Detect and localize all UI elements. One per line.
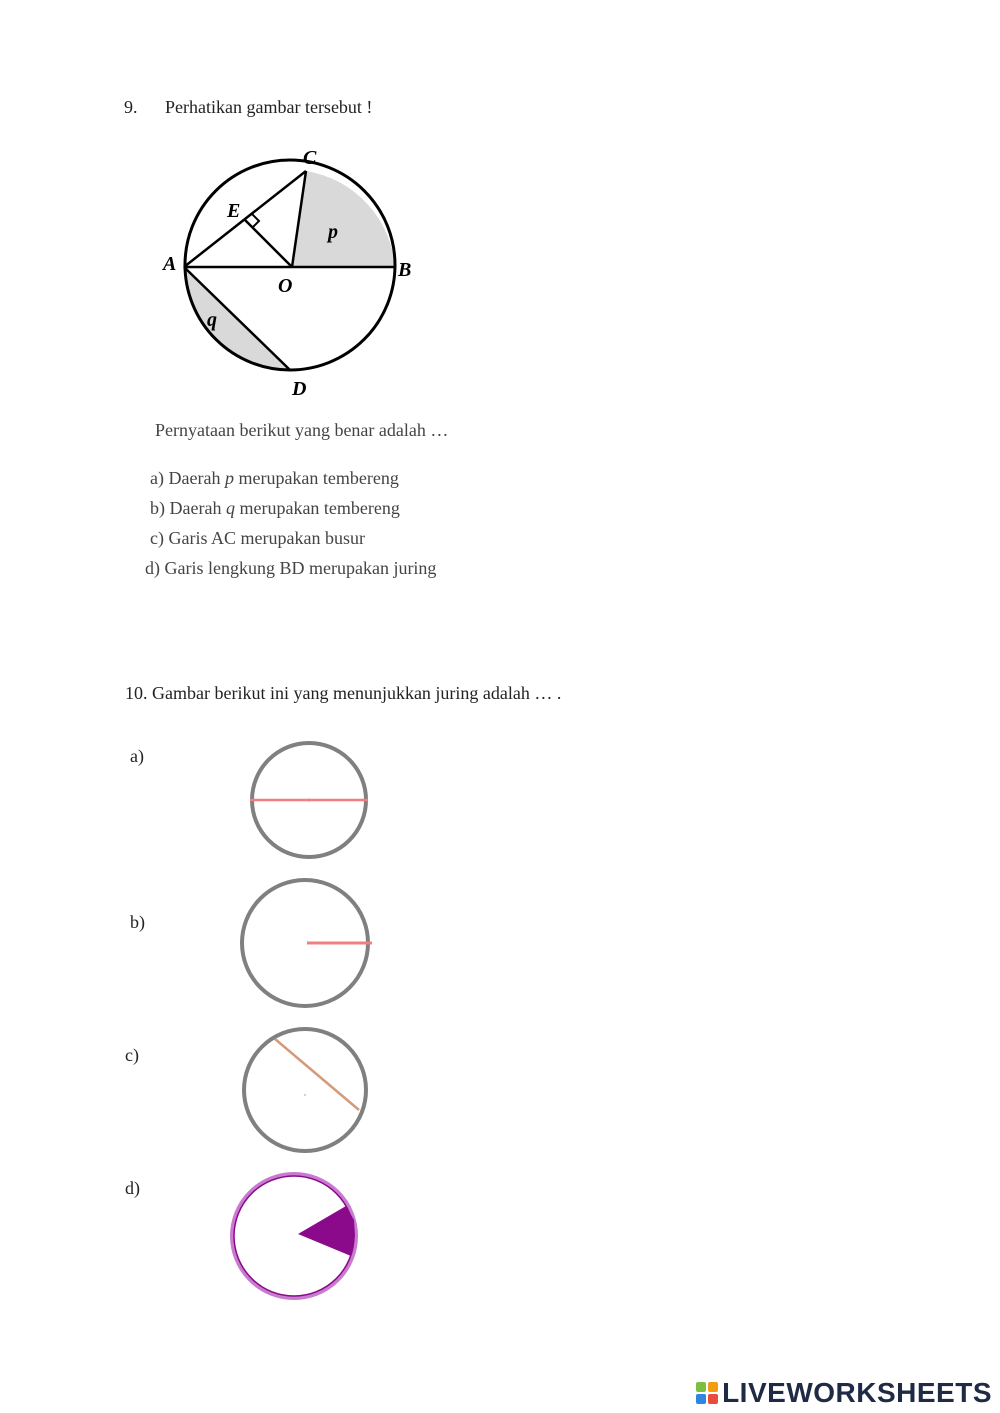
chord-AC <box>184 171 306 267</box>
sector-p-shade <box>292 171 395 267</box>
option-9d-text: d) Garis lengkung BD merupakan juring <box>145 558 437 578</box>
question-9-prompt: Pernyataan berikut yang benar adalah … <box>155 420 449 440</box>
label-O: O <box>278 275 293 297</box>
option-9c-text: c) Garis AC merupakan busur <box>150 528 365 548</box>
option-9d[interactable] <box>145 557 436 579</box>
option-10b-label[interactable]: b) <box>130 912 145 932</box>
option-9c[interactable] <box>150 527 365 549</box>
option-10a-figure[interactable] <box>245 740 373 862</box>
liveworksheets-logo <box>696 1375 992 1411</box>
option-9b[interactable] <box>150 497 400 519</box>
option-9a-suffix: merupakan tembereng <box>233 468 399 488</box>
option-9a-var: p <box>224 468 234 488</box>
label-q: q <box>207 309 217 331</box>
option-10b-figure[interactable] <box>234 878 376 1010</box>
right-angle-mark <box>252 214 259 228</box>
question-9-text: Perhatikan gambar tersebut ! <box>165 97 373 117</box>
label-A: A <box>163 253 177 275</box>
option-9b-prefix: b) Daerah <box>150 498 226 518</box>
option-9b-suffix: merupakan tembereng <box>234 498 400 518</box>
option-10d-figure[interactable] <box>222 1172 366 1310</box>
option-10c-figure[interactable] <box>238 1025 372 1155</box>
option-9a[interactable] <box>150 467 399 489</box>
liveworksheets-logo-icon <box>696 1382 718 1404</box>
label-p: p <box>328 221 338 243</box>
option-10c-label[interactable]: c) <box>125 1045 139 1065</box>
option-10d-label[interactable]: d) <box>125 1178 140 1198</box>
option-10a-label[interactable]: a) <box>130 746 144 766</box>
circle-diagram <box>155 140 435 405</box>
label-D: D <box>292 378 307 400</box>
option-9a-prefix: a) Daerah <box>150 468 225 488</box>
option-9b-var: q <box>225 498 235 518</box>
label-E: E <box>227 200 241 222</box>
liveworksheets-brand: LIVEWORKSHEETS <box>722 1377 992 1408</box>
label-B: B <box>398 259 412 281</box>
question-10-text: 10. Gambar berikut ini yang menunjukkan juring adalah … . <box>125 683 562 703</box>
label-C: C <box>303 147 317 169</box>
question-9-number: 9. <box>124 97 138 117</box>
